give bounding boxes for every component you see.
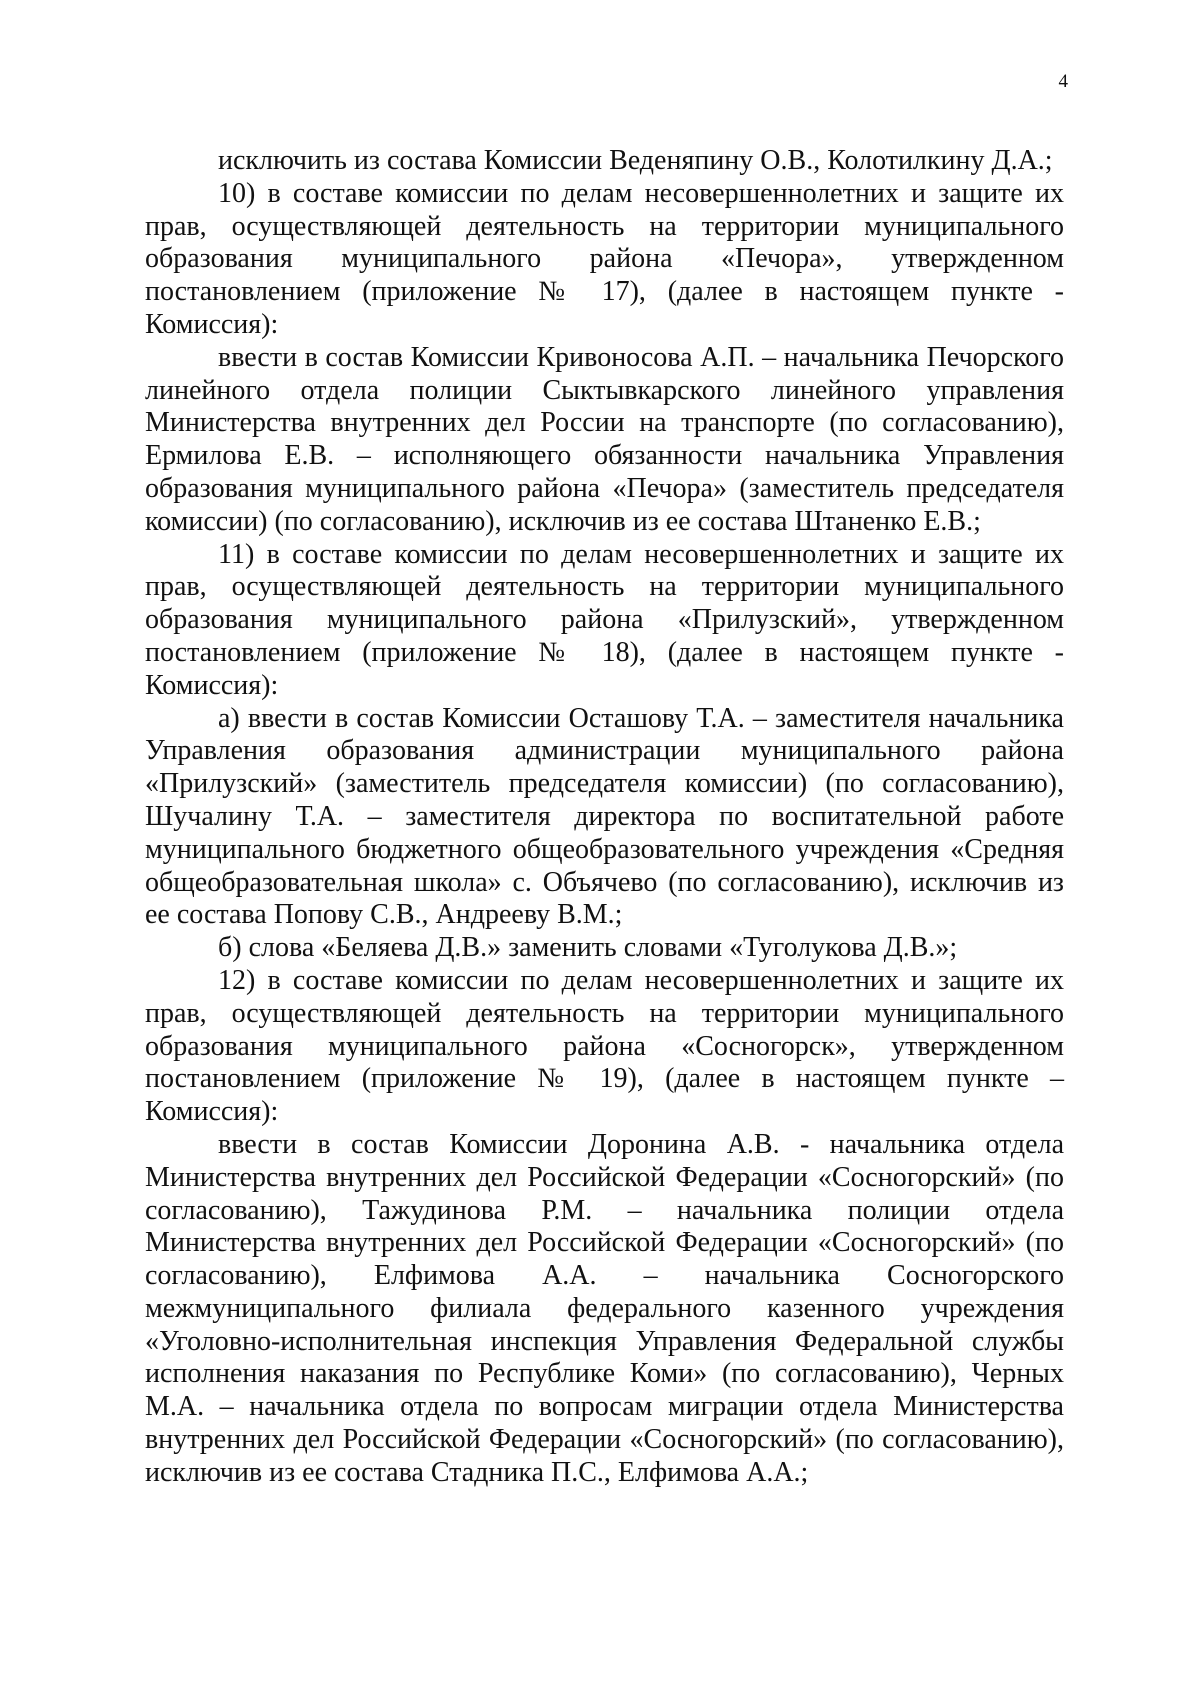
paragraph-item-11: 11) в составе комиссии по делам несовершеннолетних и защите их прав, осуществляющей деятельность на территории муниципального образования муниципального района «Прилузский», утвержденном постановлением (приложение № 18), (далее в настоящем пункте - Комиссия):: [145, 538, 1064, 701]
paragraph-item-10-changes: ввести в состав Комиссии Кривоносова А.П. – начальника Печорского линейного отдела полиции Сыктывкарского линейного управления Министерства внутренних дел России на транспорте (по согласованию), Ермилова Е.В. – исполняющего обязанности начальника Управления образования муниципального района «Печора» (заместитель председателя комиссии) (по согласованию), исключив из ее состава Штаненко Е.В.;: [145, 341, 1064, 537]
paragraph-item-10: 10) в составе комиссии по делам несовершеннолетних и защите их прав, осуществляющей деятельность на территории муниципального образования муниципального района «Печора», утвержденном постановлением (приложение № 17), (далее в настоящем пункте - Комиссия):: [145, 177, 1064, 340]
page-number: 4: [1058, 71, 1068, 92]
paragraph-item-12: 12) в составе комиссии по делам несовершеннолетних и защите их прав, осуществляющей деятельность на территории муниципального образования муниципального района «Сосногорск», утвержденном постановлением (приложение № 19), (далее в настоящем пункте – Комиссия):: [145, 964, 1064, 1128]
paragraph-item-11-a: а) ввести в состав Комиссии Осташову Т.А. – заместителя начальника Управления образования администрации муниципального района «Прилузский» (заместитель председателя комиссии) (по согласованию), Шучалину Т.А. – заместителя директора по воспитательной работе муниципального бюджетного общеобразовательного учреждения «Средняя общеобразовательная школа» с. Объячево (по согласованию), исключив из ее состава Попову С.В., Андрееву В.М.;: [145, 702, 1064, 931]
paragraph-item-12-changes: ввести в состав Комиссии Доронина А.В. - начальника отдела Министерства внутренних дел Российской Федерации «Сосногорский» (по согласованию), Тажудинова Р.М. – начальника полиции отдела Министерства внутренних дел Российской Федерации «Сосногорский» (по согласованию), Елфимова А.А. – начальника Сосногорского межмуниципального филиала федерального казенного учреждения «Уголовно-исполнительная инспекция Управления Федеральной службы исполнения наказания по Республике Коми» (по согласованию), Черных М.А. – начальника отдела по вопросам миграции отдела Министерства внутренних дел Российской Федерации «Сосногорский» (по согласованию), исключив из ее состава Стадника П.С., Елфимова А.А.;: [145, 1128, 1064, 1488]
paragraph-item-11-b: б) слова «Беляева Д.В.» заменить словами «Туголукова Д.В.»;: [218, 932, 958, 964]
document-body: [145, 145, 1064, 1490]
paragraph-exclude-commission-members: исключить из состава Комиссии Веденяпину О.В., Колотилкину Д.А.;: [218, 145, 1053, 176]
